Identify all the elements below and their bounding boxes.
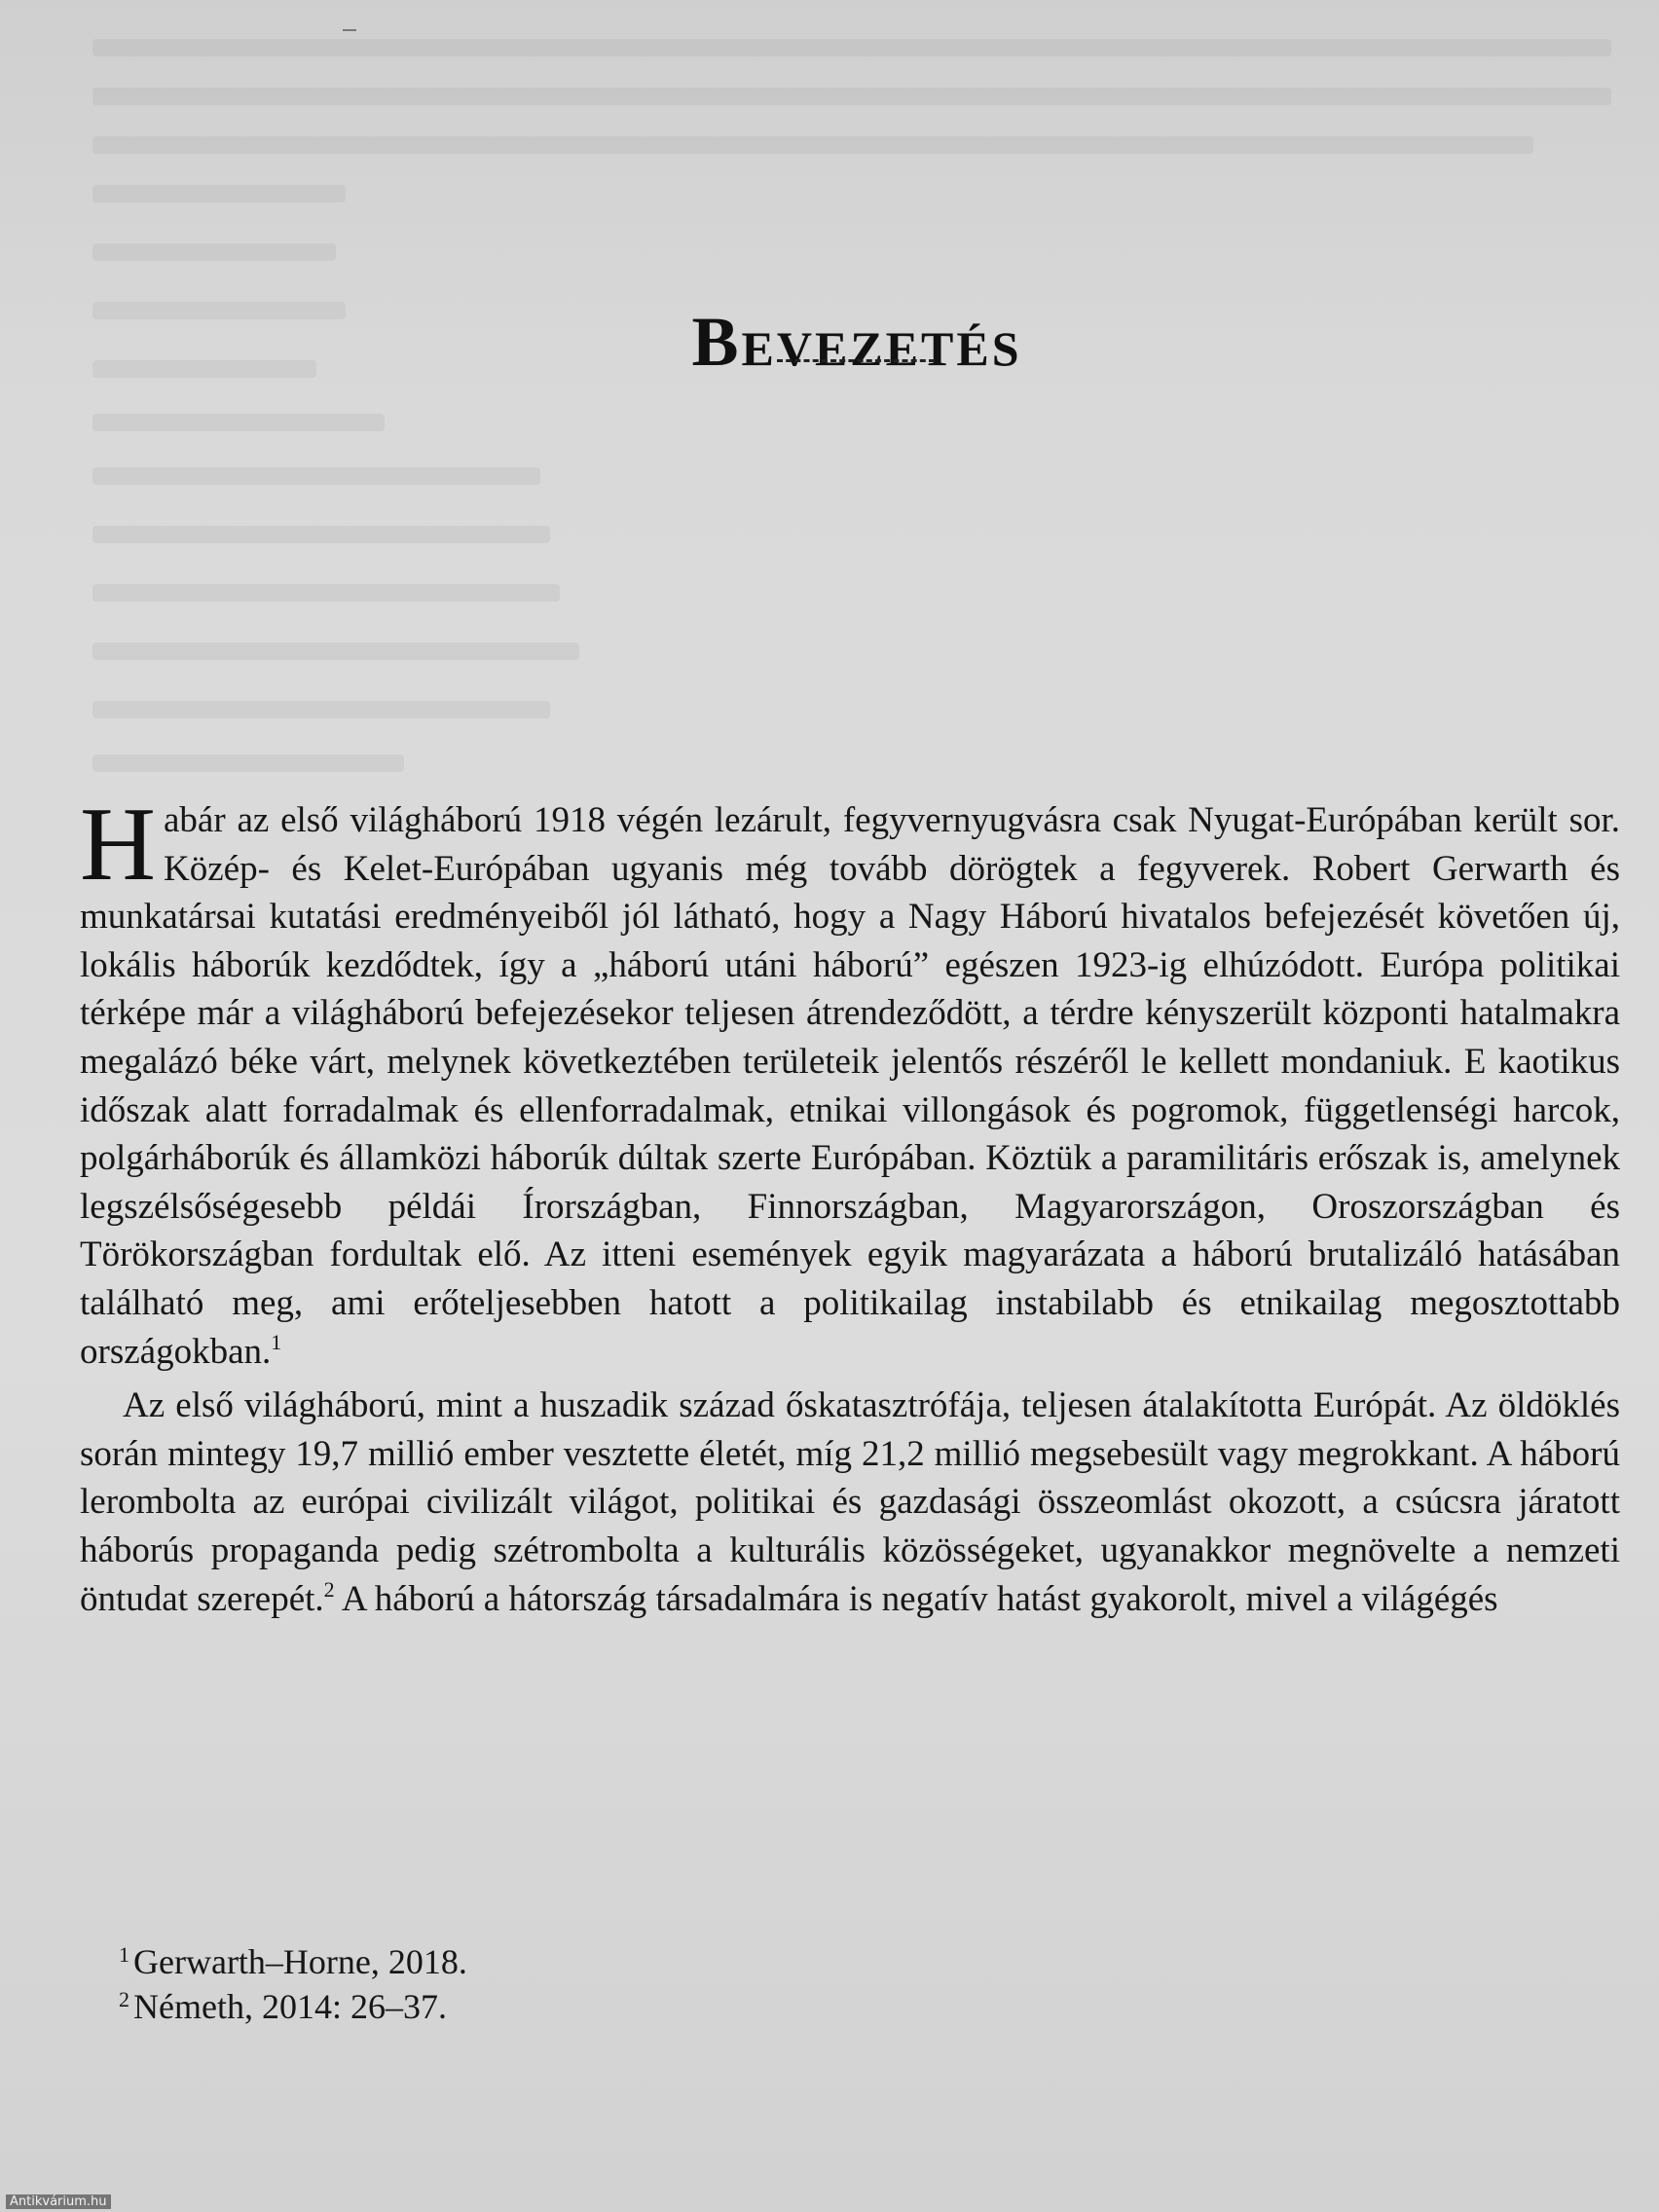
paragraph-2 — [80, 1382, 1620, 1623]
drop-cap: H — [80, 787, 156, 903]
footnote-ref-1: 1 — [271, 1329, 282, 1354]
title-divider — [777, 359, 935, 362]
bleed-through-line — [92, 136, 1533, 154]
footnote-2 — [119, 1984, 467, 2029]
bleed-through-line — [92, 584, 560, 602]
paragraph-2-text-continued: A háború a hátország társadalmára is negatív hatást gyakorolt, mivel a világégés — [334, 1578, 1498, 1619]
footnotes — [119, 1939, 467, 2029]
bleed-through-line — [92, 243, 336, 261]
paragraph-1-text: abár az első világháború 1918 végén lezárult, fegyvernyugvásra csak Nyugat-Európában került sor. Közép- és Kelet-Európában ugyanis még tovább dörögtek a fegyverek. Robert Gerwarth és munkatársai kutatási eredményeiből jól látható, hogy a Nagy Háború hivatalos befejezését követően új, lokális háborúk kezdődtek, így a „háború utáni háború” egészen 1923-ig elhúzódott. Európa politikai térképe már a világháború befejezésekor teljesen átrendeződött, a térdre kényszerült központi hatalmakra megalázó béke várt, melynek következtében területeik jelentős részéről le kellett mondaniuk. E kaotikus időszak alatt forradalmak és ellenforradalmak, etnikai villongások és pogromok, függetlenségi harcok, polgárháborúk és államközi háborúk dúltak szerte Európában. Köztük a paramilitáris erőszak is, amelynek legszélsőségesebb példái Írországban, Finnországban, Magyarországon, Oroszországban és Törökországban fordultak elő. Az itteni események egyik magyarázata a háború brutalizáló hatásában található meg, ami erőteljesebben hatott a politikailag instabilabb és etnikailag megosztottabb országokban. — [80, 800, 1620, 1372]
bleed-through-line — [92, 39, 1611, 56]
chapter-title: Bevezetés — [691, 303, 1022, 382]
bleed-through-line — [92, 526, 550, 543]
bleed-through-line — [92, 414, 385, 431]
paragraph-2-text: Az első világháború, mint a huszadik század őskatasztrófája, teljesen átalakította Európát. Az öldöklés során mintegy 19,7 millió ember vesztette életét, míg 21,2 millió megsebesült vagy megrokkant. A háború lerombolta az európai civilizált világot, politikai és gazdasági összeomlást okozott, a csúcsra járatott háborús propaganda pedig szétrombolta a kulturális közösségeket, ugyanakkor megnövelte a nemzeti öntudat szerepét. — [80, 1385, 1620, 1619]
bleed-through-line — [92, 755, 404, 772]
footnote-marker: 2 — [119, 1987, 129, 2011]
page-mark — [343, 29, 356, 31]
footnote-1 — [119, 1939, 467, 1984]
footnote-marker: 1 — [119, 1942, 129, 1967]
paragraph-1 — [80, 787, 1620, 1376]
bleed-through-line — [92, 643, 579, 660]
footnote-text: Németh, 2014: 26–37. — [133, 1987, 447, 2026]
bleed-through-line — [92, 185, 346, 203]
bleed-through-line — [92, 701, 550, 719]
bleed-through-line — [92, 88, 1611, 105]
bleed-through-line — [92, 467, 540, 485]
watermark: Antikvárium.hu — [6, 2194, 111, 2209]
body-text — [80, 787, 1620, 1623]
footnote-ref-2: 2 — [323, 1576, 335, 1602]
footnote-text: Gerwarth–Horne, 2018. — [133, 1942, 467, 1981]
